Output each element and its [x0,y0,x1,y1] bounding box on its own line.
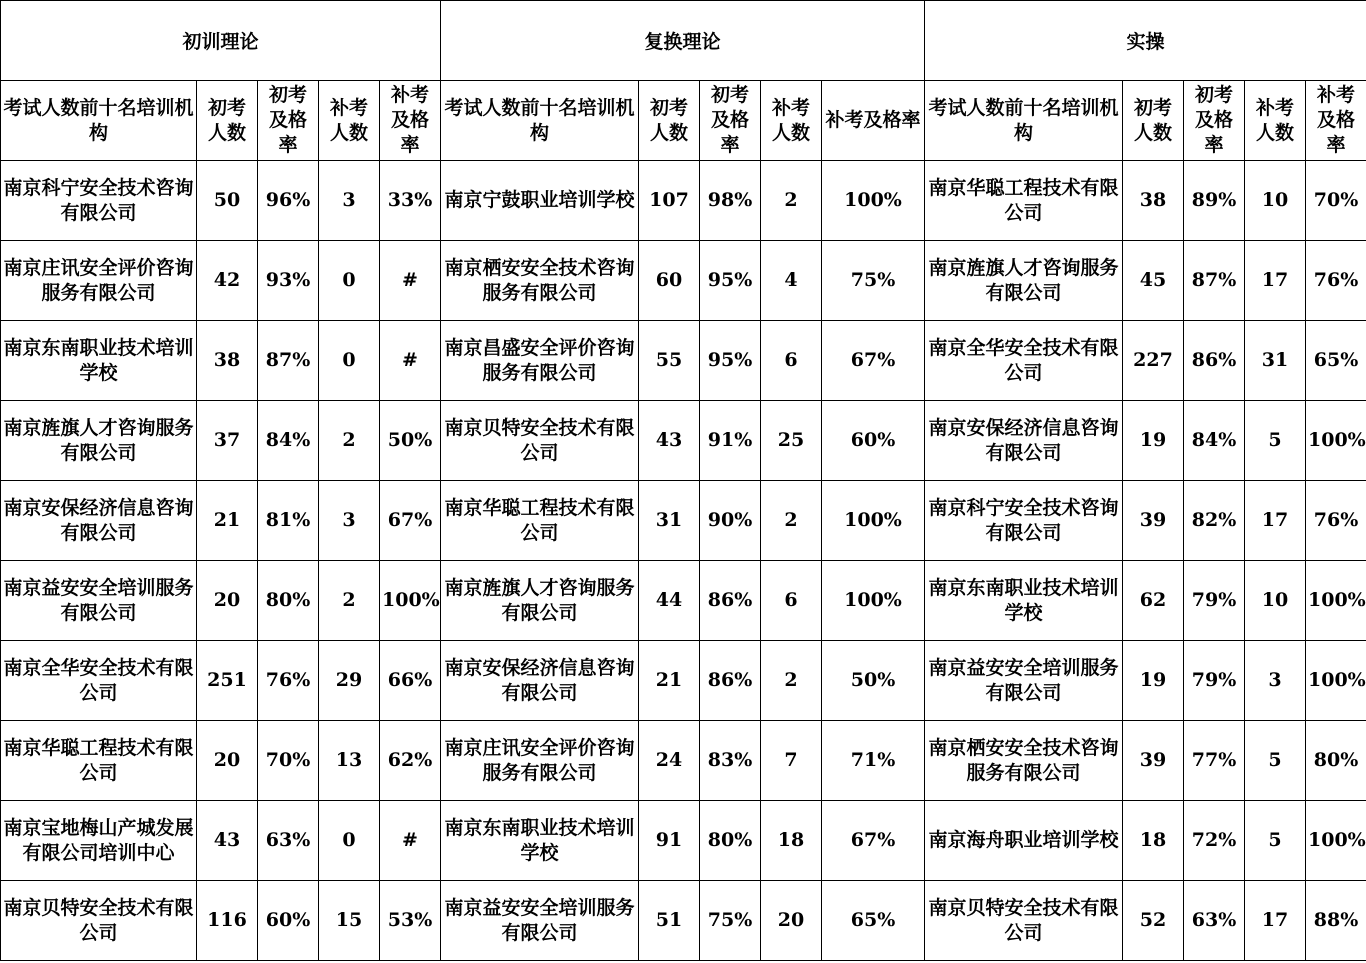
retake-pass-rate-cell: 100% [822,481,925,561]
institution-cell: 南京海舟职业培训学校 [925,801,1123,881]
first-pass-rate-header: 初考及格率 [1184,81,1245,161]
first-pass-rate-cell: 87% [258,321,319,401]
first-count-cell: 52 [1123,881,1184,961]
retake-count-cell: 13 [319,721,380,801]
first-count-cell: 39 [1123,481,1184,561]
first-count-header: 初考人数 [1123,81,1184,161]
first-pass-rate-cell: 86% [1184,321,1245,401]
first-count-cell: 19 [1123,401,1184,481]
first-pass-rate-cell: 72% [1184,801,1245,881]
retake-count-cell: 2 [761,641,822,721]
first-count-cell: 38 [197,321,258,401]
institution-cell: 南京旌旗人才咨询服务有限公司 [1,401,197,481]
retake-pass-rate-cell: 100% [1306,641,1366,721]
first-count-cell: 39 [1123,721,1184,801]
first-pass-rate-cell: 75% [700,881,761,961]
institution-cell: 南京益安安全培训服务有限公司 [441,881,639,961]
institution-cell: 南京科宁安全技术咨询有限公司 [1,161,197,241]
retake-count-cell: 10 [1245,161,1306,241]
retake-count-cell: 5 [1245,801,1306,881]
retake-count-cell: 2 [319,401,380,481]
column-header-row [1,81,1366,161]
institution-cell: 南京华聪工程技术有限公司 [1,721,197,801]
institution-cell: 南京科宁安全技术咨询有限公司 [925,481,1123,561]
first-pass-rate-cell: 93% [258,241,319,321]
first-count-cell: 21 [197,481,258,561]
institution-cell: 南京栖安安全技术咨询服务有限公司 [441,241,639,321]
institution-cell: 南京全华安全技术有限公司 [1,641,197,721]
first-count-cell: 24 [639,721,700,801]
first-pass-rate-cell: 80% [258,561,319,641]
retake-count-cell: 0 [319,801,380,881]
institution-cell: 南京安保经济信息咨询有限公司 [1,481,197,561]
first-count-cell: 116 [197,881,258,961]
retake-count-cell: 5 [1245,721,1306,801]
group-title: 初训理论 [1,1,441,81]
retake-count-cell: 0 [319,321,380,401]
retake-pass-rate-cell: # [380,801,441,881]
retake-pass-rate-cell: 65% [822,881,925,961]
table-row [1,481,1366,561]
retake-pass-rate-cell: 75% [822,241,925,321]
retake-pass-rate-cell: 76% [1306,481,1366,561]
first-count-cell: 44 [639,561,700,641]
first-pass-rate-cell: 86% [700,641,761,721]
first-pass-rate-cell: 81% [258,481,319,561]
retake-pass-rate-cell: # [380,241,441,321]
retake-count-cell: 25 [761,401,822,481]
first-pass-rate-cell: 95% [700,241,761,321]
first-count-cell: 38 [1123,161,1184,241]
first-pass-rate-cell: 63% [258,801,319,881]
first-pass-rate-cell: 77% [1184,721,1245,801]
retake-pass-rate-header: 补考及格率 [380,81,441,161]
retake-count-cell: 17 [1245,481,1306,561]
first-pass-rate-cell: 91% [700,401,761,481]
institution-header: 考试人数前十名培训机构 [925,81,1123,161]
table-body [1,161,1366,961]
institution-cell: 南京贝特安全技术有限公司 [441,401,639,481]
retake-count-cell: 3 [1245,641,1306,721]
retake-pass-rate-cell: 53% [380,881,441,961]
retake-count-cell: 2 [761,481,822,561]
first-count-header: 初考人数 [639,81,700,161]
first-pass-rate-header: 初考及格率 [700,81,761,161]
retake-pass-rate-cell: 50% [380,401,441,481]
first-count-cell: 43 [639,401,700,481]
institution-cell: 南京贝特安全技术有限公司 [1,881,197,961]
institution-cell: 南京安保经济信息咨询有限公司 [441,641,639,721]
first-pass-rate-cell: 79% [1184,561,1245,641]
first-pass-rate-cell: 84% [1184,401,1245,481]
retake-count-cell: 10 [1245,561,1306,641]
retake-pass-rate-cell: 80% [1306,721,1366,801]
institution-cell: 南京宁鼓职业培训学校 [441,161,639,241]
institution-cell: 南京贝特安全技术有限公司 [925,881,1123,961]
institution-cell: 南京庄讯安全评价咨询服务有限公司 [441,721,639,801]
retake-pass-rate-cell: 62% [380,721,441,801]
retake-pass-rate-cell: 67% [822,801,925,881]
first-pass-rate-cell: 83% [700,721,761,801]
first-count-cell: 251 [197,641,258,721]
retake-pass-rate-cell: 66% [380,641,441,721]
table-row [1,241,1366,321]
first-count-cell: 227 [1123,321,1184,401]
retake-pass-rate-cell: 67% [380,481,441,561]
retake-count-cell: 0 [319,241,380,321]
institution-cell: 南京栖安安全技术咨询服务有限公司 [925,721,1123,801]
table-row [1,641,1366,721]
first-count-cell: 55 [639,321,700,401]
retake-pass-rate-cell: 88% [1306,881,1366,961]
first-count-cell: 21 [639,641,700,721]
first-pass-rate-cell: 96% [258,161,319,241]
retake-pass-rate-cell: 100% [1306,561,1366,641]
group-header-row [1,1,1366,81]
retake-count-cell: 2 [319,561,380,641]
institution-cell: 南京东南职业技术培训学校 [925,561,1123,641]
retake-count-cell: 7 [761,721,822,801]
retake-count-header: 补考人数 [1245,81,1306,161]
first-pass-rate-cell: 76% [258,641,319,721]
institution-cell: 南京东南职业技术培训学校 [441,801,639,881]
institution-cell: 南京旌旗人才咨询服务有限公司 [925,241,1123,321]
institution-cell: 南京庄讯安全评价咨询服务有限公司 [1,241,197,321]
first-count-header: 初考人数 [197,81,258,161]
retake-pass-rate-cell: 60% [822,401,925,481]
retake-count-cell: 6 [761,561,822,641]
first-count-cell: 19 [1123,641,1184,721]
retake-pass-rate-cell: 65% [1306,321,1366,401]
first-count-cell: 18 [1123,801,1184,881]
first-pass-rate-cell: 70% [258,721,319,801]
retake-pass-rate-header: 补考及格率 [1306,81,1366,161]
first-pass-rate-cell: 98% [700,161,761,241]
retake-count-cell: 6 [761,321,822,401]
institution-cell: 南京东南职业技术培训学校 [1,321,197,401]
table-row [1,721,1366,801]
retake-count-cell: 5 [1245,401,1306,481]
institution-cell: 南京华聪工程技术有限公司 [441,481,639,561]
first-count-cell: 62 [1123,561,1184,641]
table-row [1,561,1366,641]
first-count-cell: 20 [197,561,258,641]
table-row [1,321,1366,401]
first-pass-rate-cell: 60% [258,881,319,961]
institution-cell: 南京旌旗人才咨询服务有限公司 [441,561,639,641]
retake-pass-rate-cell: 76% [1306,241,1366,321]
first-pass-rate-cell: 80% [700,801,761,881]
table-row [1,401,1366,481]
retake-pass-rate-cell: 70% [1306,161,1366,241]
retake-pass-rate-cell: # [380,321,441,401]
first-pass-rate-cell: 95% [700,321,761,401]
institution-cell: 南京华聪工程技术有限公司 [925,161,1123,241]
retake-pass-rate-cell: 71% [822,721,925,801]
retake-pass-rate-cell: 100% [1306,801,1366,881]
institution-cell: 南京益安安全培训服务有限公司 [1,561,197,641]
retake-count-cell: 20 [761,881,822,961]
retake-count-cell: 2 [761,161,822,241]
retake-count-cell: 15 [319,881,380,961]
institution-cell: 南京安保经济信息咨询有限公司 [925,401,1123,481]
first-pass-rate-cell: 82% [1184,481,1245,561]
retake-count-cell: 4 [761,241,822,321]
first-count-cell: 43 [197,801,258,881]
retake-count-cell: 3 [319,161,380,241]
retake-pass-rate-header: 补考及格率 [822,81,925,161]
table-row [1,881,1366,961]
retake-pass-rate-cell: 50% [822,641,925,721]
group-title: 复换理论 [441,1,925,81]
retake-pass-rate-cell: 33% [380,161,441,241]
table-row [1,161,1366,241]
retake-pass-rate-cell: 100% [380,561,441,641]
first-count-cell: 20 [197,721,258,801]
first-pass-rate-cell: 79% [1184,641,1245,721]
retake-count-cell: 3 [319,481,380,561]
retake-count-header: 补考人数 [319,81,380,161]
retake-pass-rate-cell: 67% [822,321,925,401]
first-pass-rate-cell: 90% [700,481,761,561]
institution-header: 考试人数前十名培训机构 [441,81,639,161]
first-count-cell: 60 [639,241,700,321]
retake-pass-rate-cell: 100% [822,561,925,641]
first-count-cell: 37 [197,401,258,481]
retake-count-cell: 31 [1245,321,1306,401]
first-count-cell: 50 [197,161,258,241]
first-pass-rate-cell: 87% [1184,241,1245,321]
institution-cell: 南京宝地梅山产城发展有限公司培训中心 [1,801,197,881]
retake-count-cell: 17 [1245,241,1306,321]
retake-pass-rate-cell: 100% [822,161,925,241]
first-count-cell: 91 [639,801,700,881]
retake-count-cell: 17 [1245,881,1306,961]
institution-cell: 南京益安安全培训服务有限公司 [925,641,1123,721]
first-count-cell: 45 [1123,241,1184,321]
institution-cell: 南京全华安全技术有限公司 [925,321,1123,401]
institution-header: 考试人数前十名培训机构 [1,81,197,161]
first-count-cell: 51 [639,881,700,961]
first-pass-rate-header: 初考及格率 [258,81,319,161]
retake-pass-rate-cell: 100% [1306,401,1366,481]
institution-cell: 南京昌盛安全评价咨询服务有限公司 [441,321,639,401]
first-pass-rate-cell: 84% [258,401,319,481]
first-pass-rate-cell: 89% [1184,161,1245,241]
first-pass-rate-cell: 86% [700,561,761,641]
group-title: 实操 [925,1,1366,81]
first-count-cell: 107 [639,161,700,241]
first-count-cell: 42 [197,241,258,321]
retake-count-header: 补考人数 [761,81,822,161]
first-count-cell: 31 [639,481,700,561]
retake-count-cell: 18 [761,801,822,881]
retake-count-cell: 29 [319,641,380,721]
first-pass-rate-cell: 63% [1184,881,1245,961]
table-row [1,801,1366,881]
